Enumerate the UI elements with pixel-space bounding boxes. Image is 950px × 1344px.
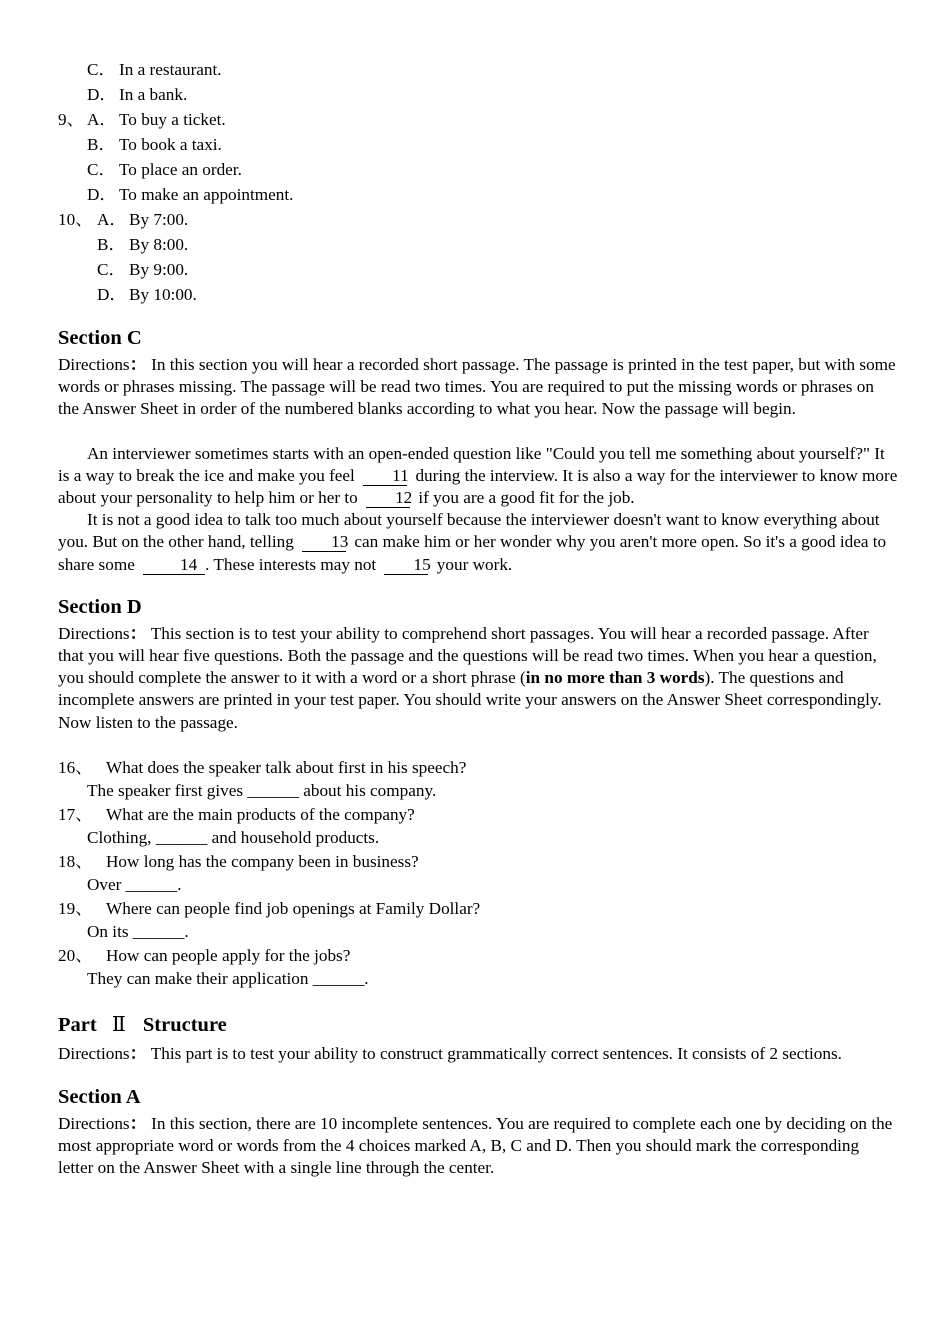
option-b: B． To book a taxi.: [87, 135, 222, 154]
question-text: Where can people find job openings at Family Dollar?: [106, 898, 481, 918]
part-2: [58, 1011, 898, 1065]
question-text: What are the main products of the company?: [106, 804, 415, 824]
option-a: 10、 A． By 7:00.: [58, 207, 898, 232]
question-text: What does the speaker talk about first in his speech?: [106, 757, 467, 777]
question-number: 10、: [58, 210, 93, 229]
option-b: B． By 8:00.: [97, 235, 189, 254]
question-number: 9、: [58, 110, 84, 129]
option-c: C． By 9:00.: [97, 260, 189, 279]
answer-prompt: Over ______.: [87, 875, 182, 895]
option-a: 9、 A． To buy a ticket.: [58, 107, 898, 132]
directions-label: Directions: [58, 1043, 130, 1063]
section-d: [58, 593, 898, 991]
word-limit-emphasis: in no more than 3 words: [525, 668, 705, 688]
question-19: [58, 897, 898, 944]
exam-page: [58, 57, 898, 1180]
option-d: D． By 10:00.: [97, 285, 197, 304]
answer-prompt: Clothing, ______ and household products.: [87, 828, 380, 848]
question-9: [58, 107, 898, 207]
question-10: [58, 207, 898, 307]
question-list: [58, 756, 898, 991]
section-d-directions: Directions： This section is to test your ability to comprehend short passages. You will hear a recorded passage. After that you will hear five questions. Both the passage and the questions will be read two times. When you hear a question, you should complete the answer to it with a word or a short phrase (in no more than 3 words). The questions and incomplete answers are printed in your test paper. You should write your answers on the Answer Sheet correspondingly. Now listen to the passage.: [58, 623, 882, 732]
answer-prompt: On its ______.: [87, 922, 189, 942]
blank-13[interactable]: 13: [302, 533, 346, 552]
question-number: 20、: [58, 945, 93, 965]
question-text: How can people apply for the jobs?: [106, 945, 351, 965]
section-c-title: Section C: [58, 327, 142, 349]
part-2-directions: Directions： This part is to test your ability to construct grammatically correct sentences. It consists of 2 sections.: [58, 1043, 842, 1063]
option-d: D． To make an appointment.: [87, 185, 294, 204]
directions-label: Directions: [58, 1114, 130, 1134]
blank-14[interactable]: 14: [143, 556, 205, 575]
question-number: 17、: [58, 804, 93, 824]
question-number: 16、: [58, 757, 93, 777]
section-d-title: Section D: [58, 595, 142, 618]
directions-label: Directions: [58, 355, 130, 374]
directions-label: Directions: [58, 623, 130, 643]
section-a-title: Section A: [58, 1086, 141, 1109]
section-a-directions: Directions： In this section, there are 10 incomplete sentences. You are required to complete each one by deciding on the most appropriate word or words from the 4 choices marked A, B, C and D. Then you should mark the corresponding letter on the Answer Sheet with a single line through the center.: [58, 1114, 893, 1178]
section-a: [58, 1083, 898, 1180]
passage-paragraph-1: An interviewer sometimes starts with an open-ended question like "Could you tell me something about yourself?" It is a way to break the ice and make you feel 11 during the interview. It is also a way for the interviewer to know more about your personality to help him or her to 12 if you are a good fit for the job.: [58, 443, 898, 508]
question-text: How long has the company been in business?: [106, 851, 419, 871]
question-18: [58, 850, 898, 897]
question-16: [58, 756, 898, 803]
blank-15[interactable]: 15: [384, 556, 428, 575]
answer-prompt: The speaker first gives ______ about his company.: [87, 781, 437, 801]
answer-prompt: They can make their application ______.: [87, 969, 369, 989]
question-17: [58, 803, 898, 850]
section-c-directions: Directions： In this section you will hear a recorded short passage. The passage is printed in the test paper, but with some words or phrases missing. The passage will be read two times. You are required to put the missing words or phrases on the Answer Sheet in order of the numbered blanks according to what you hear. Now the passage will begin.: [58, 355, 896, 419]
question-8-options: [58, 57, 898, 107]
question-20: [58, 944, 898, 991]
blank-11[interactable]: 11: [363, 467, 407, 486]
question-number: 19、: [58, 898, 93, 918]
section-c: [58, 324, 898, 576]
blank-12[interactable]: 12: [366, 489, 410, 508]
option-d: D． In a bank.: [87, 85, 188, 104]
question-number: 18、: [58, 851, 93, 871]
part-2-title: Part Ⅱ Structure: [58, 1013, 227, 1036]
passage-paragraph-2: It is not a good idea to talk too much about yourself because the interviewer doesn't want to know everything about you. But on the other hand, telling 13 can make him or her wonder why you aren't more open. So it's a good idea to share some 14 . These interests may not 15 your work.: [58, 510, 887, 574]
option-c: C． To place an order.: [87, 160, 242, 179]
part-numeral: Ⅱ: [111, 1013, 126, 1036]
option-c: C． In a restaurant.: [87, 60, 222, 79]
